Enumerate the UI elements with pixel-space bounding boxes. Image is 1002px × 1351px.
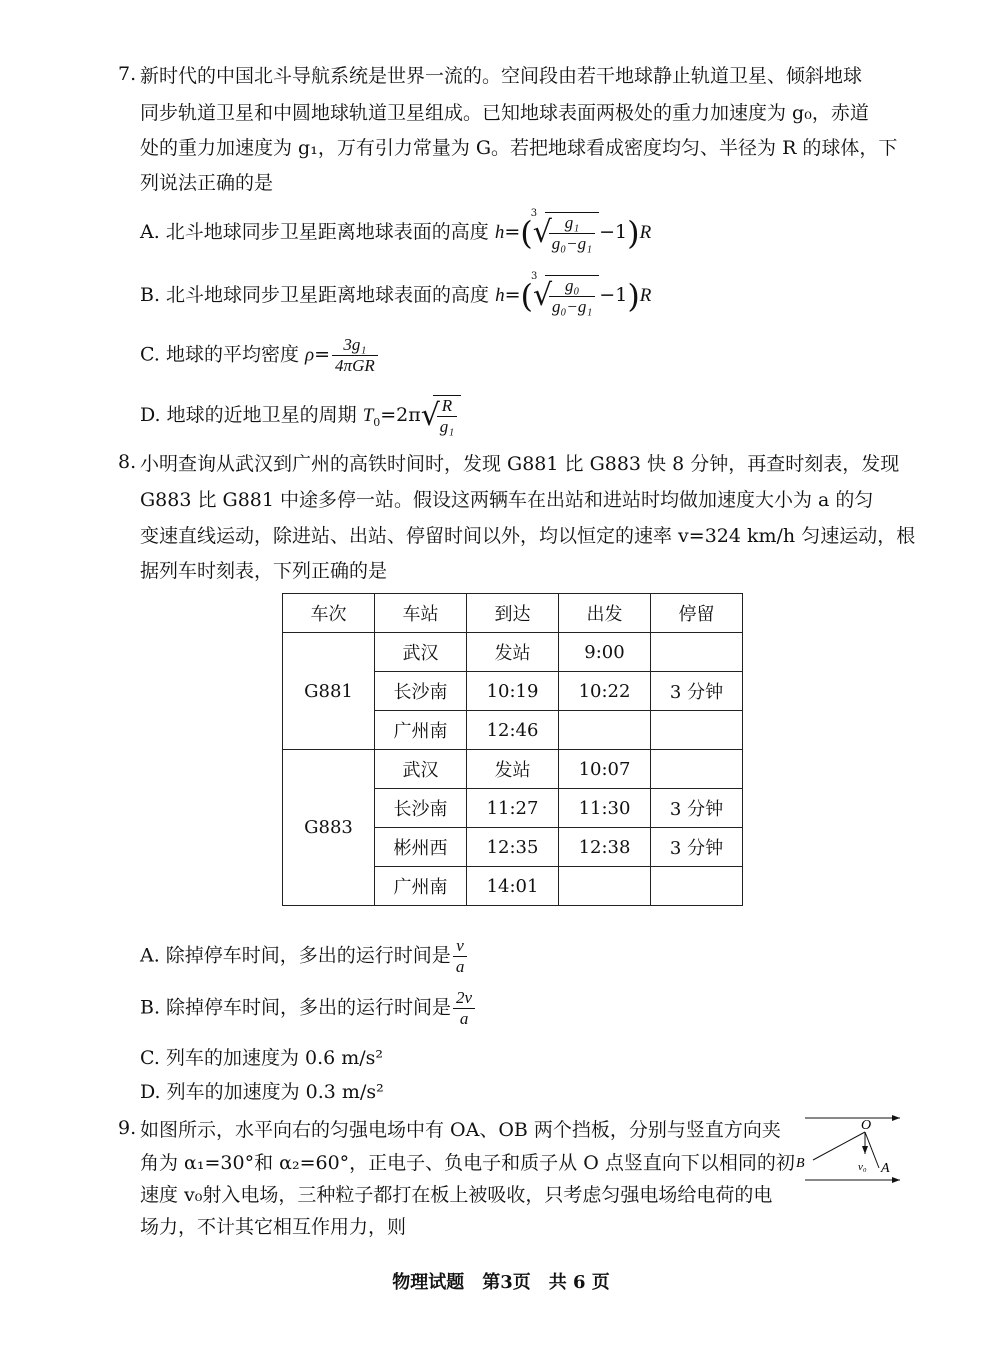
q7-a-den: g₀−g₁ — [551, 234, 593, 253]
train-g881: G881 — [283, 633, 375, 750]
table-cell: 9:00 — [559, 633, 651, 672]
q8-line-4: 据列车时刻表，下列正确的是 — [140, 560, 388, 582]
q7-line-2: 同步轨道卫星和中圆地球轨道卫星组成。已知地球表面两极处的重力加速度为 g₀，赤道 — [140, 102, 869, 124]
q9-field-diagram — [795, 1108, 910, 1188]
plate-oa — [865, 1132, 879, 1168]
header-arrive: 到达 — [467, 594, 559, 633]
q7-option-b: B. 北斗地球同步卫星距离地球表面的高度 h=( 3 √ $\frac{\text{g₀}}{\text{g₀−g₁}}$ −1)R — [140, 271, 652, 316]
q7-line-4: 列说法正确的是 — [140, 172, 274, 194]
table-cell: 14:01 — [467, 867, 559, 906]
table-cell — [651, 867, 743, 906]
table-cell: 广州南 — [375, 711, 467, 750]
header-stop: 停留 — [651, 594, 743, 633]
table-cell: 3 分钟 — [651, 672, 743, 711]
table-cell: 广州南 — [375, 867, 467, 906]
table-cell: 11:27 — [467, 789, 559, 828]
q7-option-d: D. 地球的近地卫星的周期 $T_0=2\pi$ √ $\frac{R}{\text{g₁}}$ — [140, 395, 461, 437]
q8-option-c: C. 列车的加速度为 0.6 m/s² — [140, 1047, 384, 1069]
q7-b-den: g₀−g₁ — [552, 297, 593, 316]
label-v0: v₀ — [858, 1161, 867, 1173]
q7-option-a-text: A. 北斗地球同步卫星距离地球表面的高度 — [140, 221, 489, 243]
table-cell — [651, 711, 743, 750]
table-cell: 发站 — [467, 633, 559, 672]
table-cell: 彬州西 — [375, 828, 467, 867]
table-row — [283, 633, 743, 672]
table-cell: 10:19 — [467, 672, 559, 711]
q9-line-4: 场力，不计其它相互作用力，则 — [140, 1216, 407, 1238]
q7-option-c-text: C. 地球的平均密度 — [140, 343, 299, 366]
q9-line-2: 角为 α₁=30°和 α₂=60°，正电子、负电子和质子从 O 点竖直向下以相同的初 — [140, 1152, 795, 1174]
q8-line-1: 小明查询从武汉到广州的高铁时间时，发现 G881 比 G883 快 8 分钟，再查时刻表，发现 — [140, 453, 900, 475]
q8-option-b-text: B. 除掉停车时间，多出的运行时间是 — [140, 996, 452, 1019]
q8-option-b — [140, 988, 477, 1029]
table-row — [283, 750, 743, 789]
q8-option-a — [140, 936, 469, 977]
q7-d-num: R — [437, 396, 457, 417]
q8-a-num: v — [453, 936, 468, 957]
header-depart: 出发 — [559, 594, 651, 633]
q9-line-3: 速度 v₀射入电场，三种粒子都打在板上被吸收，只考虑匀强电场给电荷的电 — [140, 1184, 773, 1206]
page-footer: 物理试题 第3页 共 6 页 — [392, 1272, 610, 1293]
q7-b-num: g₀ — [549, 276, 595, 297]
q7-c-den: 4πGR — [335, 356, 375, 375]
timetable — [282, 593, 743, 906]
table-cell: 3 分钟 — [651, 828, 743, 867]
q9-line-1: 如图所示，水平向右的匀强电场中有 OA、OB 两个挡板，分别与竖直方向夹 — [140, 1119, 781, 1141]
q8-option-a-text: A. 除掉停车时间，多出的运行时间是 — [140, 944, 451, 967]
table-cell — [559, 867, 651, 906]
q9-number: 9. — [118, 1117, 137, 1139]
label-b: B — [796, 1156, 805, 1171]
train-g883: G883 — [283, 750, 375, 906]
table-cell: 12:35 — [467, 828, 559, 867]
table-cell: 11:30 — [559, 789, 651, 828]
q7-option-d-text: D. 地球的近地卫星的周期 — [140, 404, 357, 426]
q7-option-b-text: B. 北斗地球同步卫星距离地球表面的高度 — [140, 284, 490, 306]
table-cell: 12:46 — [467, 711, 559, 750]
label-a: A — [881, 1161, 890, 1176]
table-cell: 发站 — [467, 750, 559, 789]
table-cell: 10:07 — [559, 750, 651, 789]
table-cell: 长沙南 — [375, 672, 467, 711]
q7-line-1: 新时代的中国北斗导航系统是世界一流的。空间段由若干地球静止轨道卫星、倾斜地球 — [140, 65, 863, 87]
header-train: 车次 — [283, 594, 375, 633]
table-cell: 武汉 — [375, 750, 467, 789]
table-cell: 10:22 — [559, 672, 651, 711]
q8-b-num: 2v — [453, 988, 475, 1009]
table-cell: 武汉 — [375, 633, 467, 672]
table-cell — [559, 711, 651, 750]
table-cell — [651, 633, 743, 672]
q8-line-2: G883 比 G881 中途多停一站。假设这两辆车在出站和进站时均做加速度大小为 a 的匀 — [140, 489, 874, 511]
table-cell — [651, 750, 743, 789]
table-cell: 长沙南 — [375, 789, 467, 828]
header-station: 车站 — [375, 594, 467, 633]
q8-option-d: D. 列车的加速度为 0.3 m/s² — [140, 1081, 384, 1103]
q7-number: 7. — [118, 63, 137, 85]
q8-line-3: 变速直线运动，除进站、出站、停留时间以外，均以恒定的速率 v=324 km/h 匀速运动，根 — [140, 525, 916, 547]
q8-b-den: a — [459, 1009, 469, 1028]
plate-ob — [813, 1132, 865, 1160]
q8-a-den: a — [455, 957, 465, 976]
q7-a-num: g₁ — [549, 213, 595, 234]
q7-option-a: A. 北斗地球同步卫星距离地球表面的高度 h=( 3 √ $\frac{\text{g₁}}{\text{g₀−g₁}}$ −1)R — [140, 208, 652, 253]
q7-d-den: g₁ — [439, 417, 455, 436]
timetable-header-row — [283, 594, 743, 633]
table-cell: 3 分钟 — [651, 789, 743, 828]
q7-c-num: 3g₁ — [332, 335, 378, 356]
q8-number: 8. — [118, 451, 137, 473]
label-o: O — [861, 1118, 872, 1133]
q7-line-3: 处的重力加速度为 g₁，万有引力常量为 G。若把地球看成密度均匀、半径为 R 的球体，下 — [140, 137, 898, 159]
table-cell: 12:38 — [559, 828, 651, 867]
q7-option-c: C. 地球的平均密度 ρ= $\frac{\text{3g₁}}{\text{4πGR}}$ — [140, 335, 380, 376]
